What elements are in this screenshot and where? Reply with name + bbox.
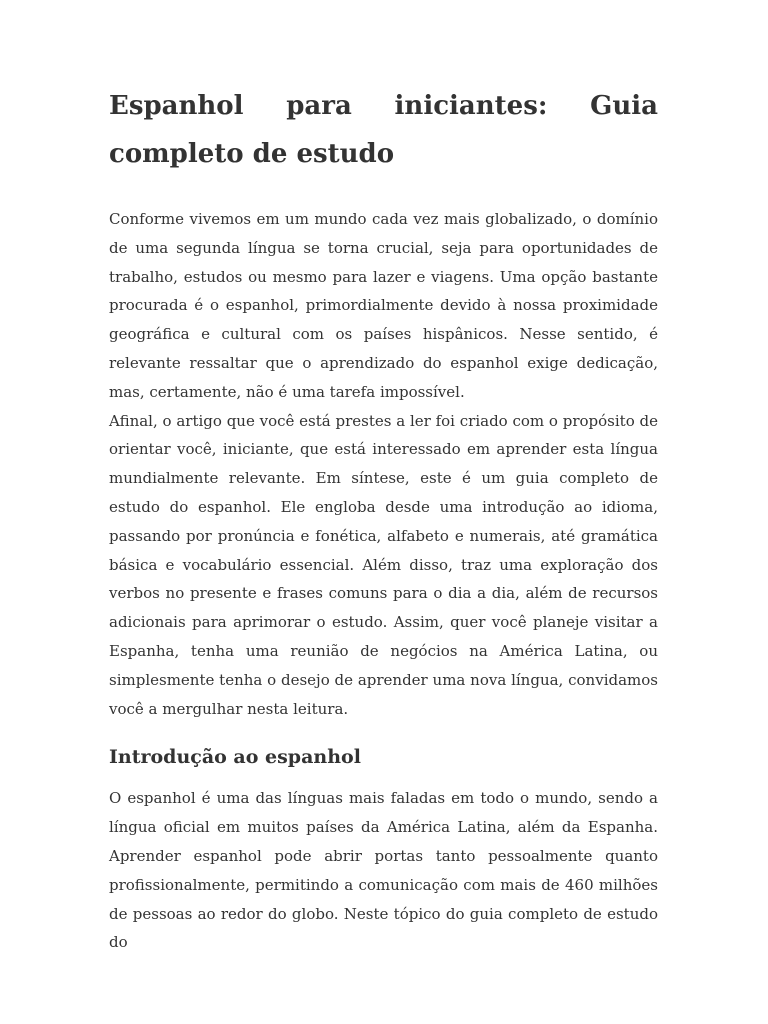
section-heading: Introdução ao espanhol [109, 746, 361, 769]
intro-paragraph-1: Conforme vivemos em um mundo cada vez mais globalizado, o domínio de uma segunda língua se torna crucial, seja para oportunidades de trabalho, estudos ou mesmo para lazer e viagens. Uma opção bastante procurada é o espanhol, primordialmente devido à nossa proximidade geográfica e cultural com os países hispânicos. Nesse sentido, é relevante ressaltar que o aprendizado do espanhol exige dedicação, mas, certamente, não é uma tarefa impossível. [109, 210, 658, 401]
intro-paragraph-2: Afinal, o artigo que você está prestes a ler foi criado com o propósito de orientar você, iniciante, que está interessado em aprender esta língua mundialmente relevante. Em síntese, este é um guia completo de estudo do espanhol. Ele engloba desde uma introdução ao idioma, passando por pronúncia e fonética, alfabeto e numerais, até gramática básica e vocabulário essencial. Além disso, traz uma exploração dos verbos no presente e frases comuns para o dia a dia, além de recursos adicionais para aprimorar o estudo. Assim, quer você planeje visitar a Espanha, tenha uma reunião de negócios na América Latina, ou simplesmente tenha o desejo de aprender uma nova língua, convidamos você a mergulhar nesta leitura. [109, 411, 658, 718]
document-title: Espanhol para iniciantes: Guia completo de estudo [109, 91, 658, 169]
section-paragraph: O espanhol é uma das línguas mais faladas em todo o mundo, sendo a língua oficial em muitos países da América Latina, além da Espanha. Aprender espanhol pode abrir portas tanto pessoalmente quanto profissionalmente, permitindo a comunicação com mais de 460 milhões de pessoas ao redor do globo. Neste tópico do guia completo de estudo do [109, 789, 658, 952]
